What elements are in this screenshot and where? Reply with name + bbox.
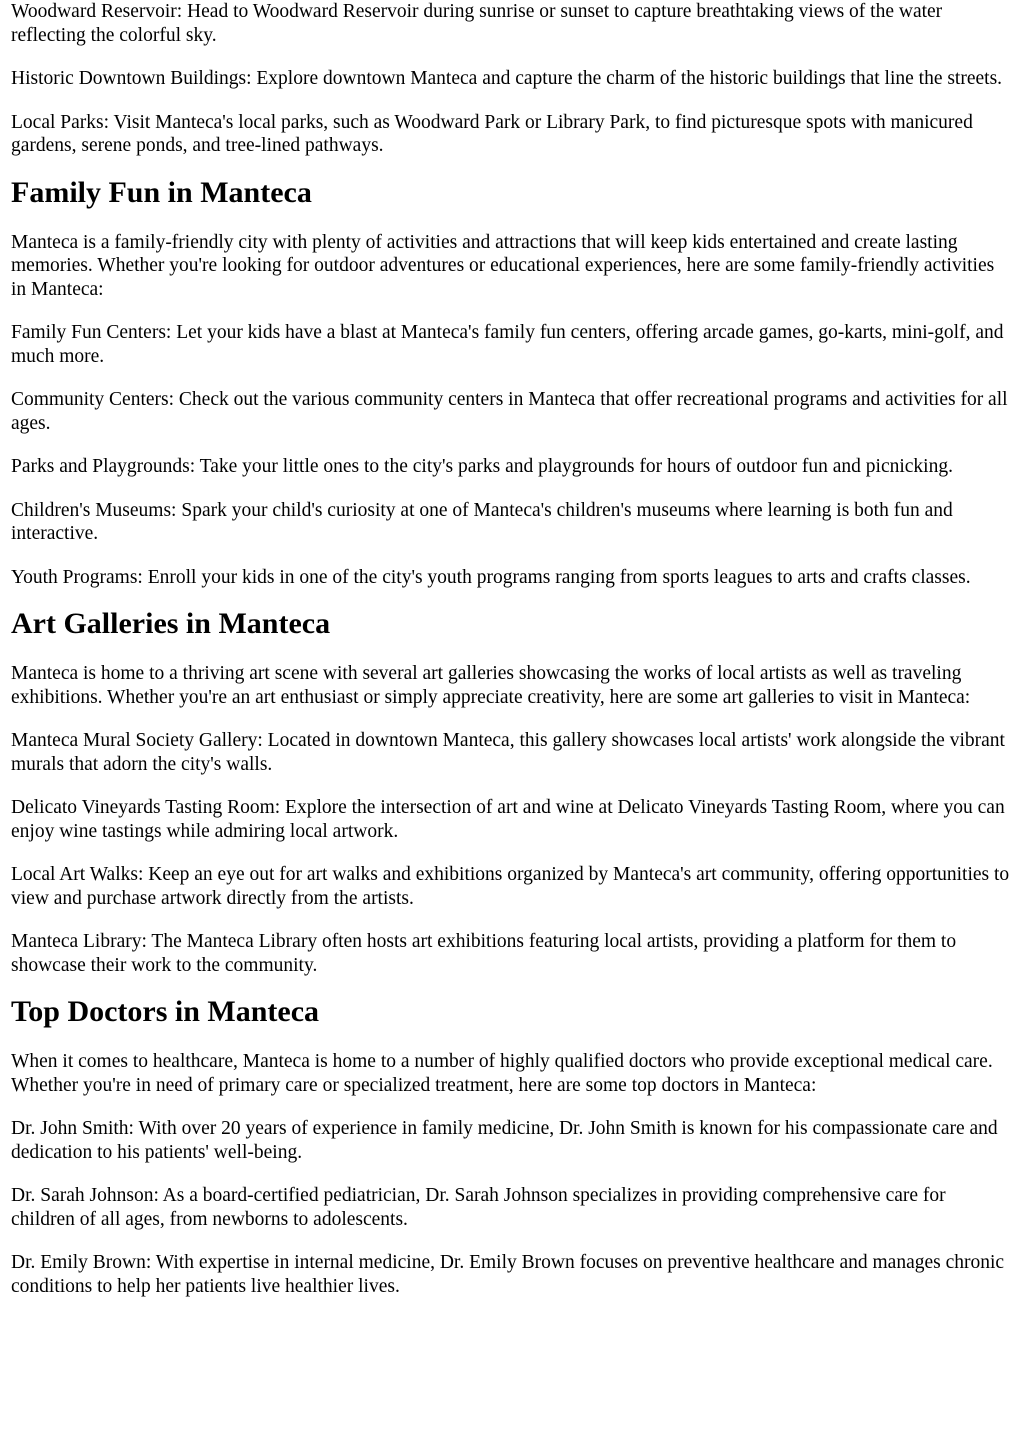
family-item-community-centers: Community Centers: Check out the various community centers in Manteca that offer recreational programs and activities for all ages. <box>11 389 1008 434</box>
art-item-delicato-vineyards: Delicato Vineyards Tasting Room: Explore the intersection of art and wine at Delicato Vineyards Tasting Room, where you can enjoy wine tastings while admiring local artwork. <box>11 797 1005 842</box>
doctor-item-emily-brown: Dr. Emily Brown: With expertise in internal medicine, Dr. Emily Brown focuses on preventive healthcare and manages chronic conditions to help her patients live healthier lives. <box>11 1252 1005 1297</box>
family-item-parks-playgrounds: Parks and Playgrounds: Take your little ones to the city's parks and playgrounds for hours of outdoor fun and picnicking. <box>11 456 953 477</box>
doctors-intro-paragraph: When it comes to healthcare, Manteca is home to a number of highly qualified doctors who provide exceptional medical care. Whether you're in need of primary care or specialized treatment, here are some top doctors in Manteca: <box>11 1051 993 1096</box>
intro-item-woodward-reservoir: Woodward Reservoir: Head to Woodward Reservoir during sunrise or sunset to capture breathtaking views of the water reflecting the colorful sky. <box>11 1 943 46</box>
art-intro-paragraph: Manteca is home to a thriving art scene with several art galleries showcasing the works of local artists as well as traveling exhibitions. Whether you're an art enthusiast or simply appreciate creativity, here are some art galleries to visit in Manteca: <box>11 663 971 708</box>
art-item-mural-society: Manteca Mural Society Gallery: Located in downtown Manteca, this gallery showcases local artists' work alongside the vibrant murals that adorn the city's walls. <box>11 730 1005 775</box>
family-item-fun-centers: Family Fun Centers: Let your kids have a blast at Manteca's family fun centers, offering arcade games, go-karts, mini-golf, and much more. <box>11 322 1004 367</box>
intro-item-local-parks: Local Parks: Visit Manteca's local parks, such as Woodward Park or Library Park, to find picturesque spots with manicured gardens, serene ponds, and tree-lined pathways. <box>11 111 973 156</box>
art-item-manteca-library: Manteca Library: The Manteca Library often hosts art exhibitions featuring local artists, providing a platform for them to showcase their work to the community. <box>11 931 957 976</box>
doctor-item-sarah-johnson: Dr. Sarah Johnson: As a board-certified pediatrician, Dr. Sarah Johnson specializes in providing comprehensive care for children of all ages, from newborns to adolescents. <box>11 1185 946 1230</box>
section-heading-art-galleries: Art Galleries in Manteca <box>11 607 331 640</box>
family-intro-paragraph: Manteca is a family-friendly city with plenty of activities and attractions that will keep kids entertained and create lasting memories. Whether you're looking for outdoor adventures or educational experiences, here are some family-friendly activities in Manteca: <box>11 231 995 300</box>
section-heading-family-fun: Family Fun in Manteca <box>11 175 312 209</box>
intro-item-historic-downtown: Historic Downtown Buildings: Explore downtown Manteca and capture the charm of the historic buildings that line the streets. <box>11 68 1003 89</box>
family-item-childrens-museums: Children's Museums: Spark your child's curiosity at one of Manteca's children's museums where learning is both fun and interactive. <box>11 499 953 544</box>
doctor-item-john-smith: Dr. John Smith: With over 20 years of experience in family medicine, Dr. John Smith is known for his compassionate care and dedication to his patients' well-being. <box>11 1118 998 1163</box>
family-item-youth-programs: Youth Programs: Enroll your kids in one of the city's youth programs ranging from sports leagues to arts and crafts classes. <box>11 566 971 588</box>
art-item-local-art-walks: Local Art Walks: Keep an eye out for art walks and exhibitions organized by Manteca's art community, offering opportunities to view and purchase artwork directly from the artists. <box>11 864 1010 909</box>
section-heading-top-doctors: Top Doctors in Manteca <box>11 995 320 1028</box>
